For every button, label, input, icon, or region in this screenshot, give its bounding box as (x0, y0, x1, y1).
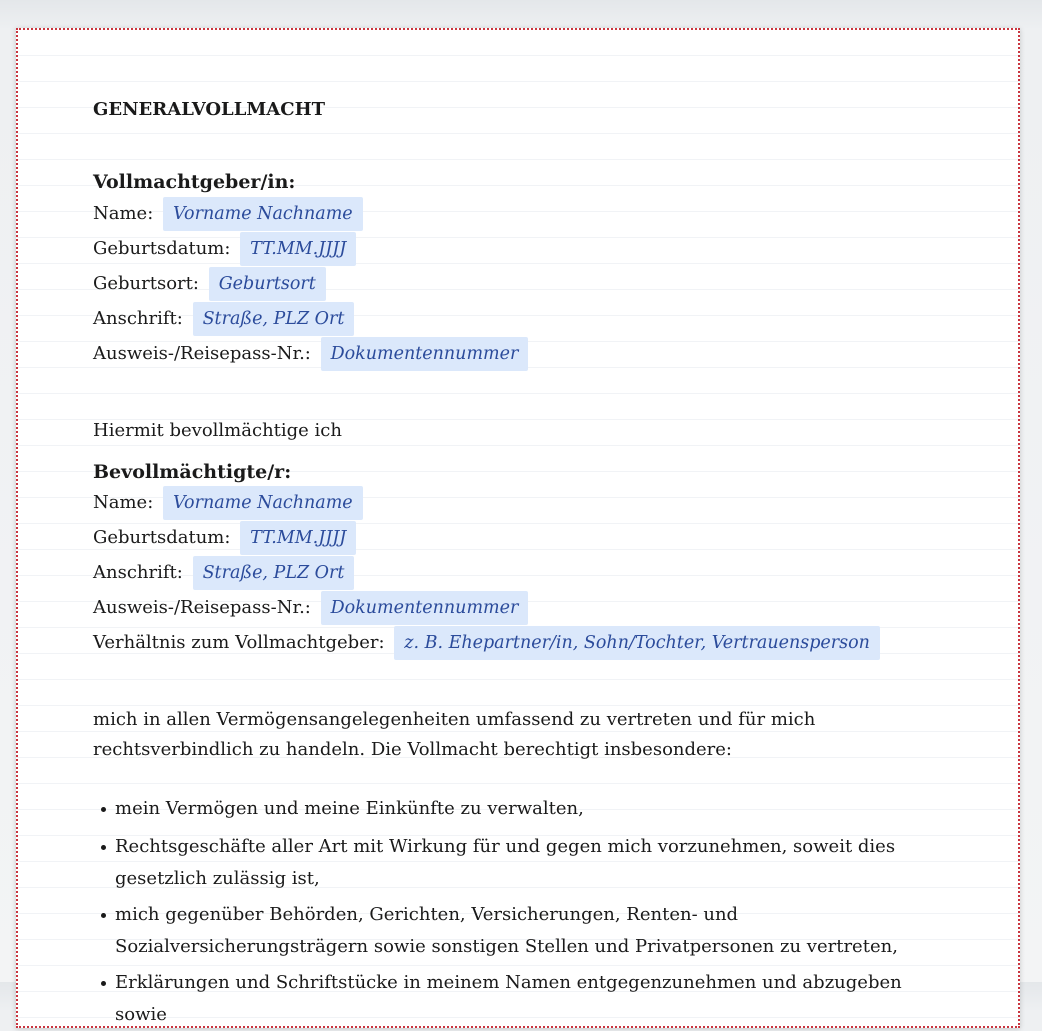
principal-birthdate-row (93, 232, 356, 266)
document-title: GENERALVOLLMACHT (93, 99, 325, 120)
principal-address-row (93, 302, 354, 336)
intro-text: Hiermit bevollmächtige ich (93, 420, 342, 441)
agent-address-field[interactable]: Straße, PLZ Ort (193, 556, 355, 590)
list-item: mich gegenüber Behörden, Gerichten, Versicherungen, Renten- und Sozialversicherungsträgern sowie sonstigen Stellen und Privatpersonen zu vertreten, (93, 899, 953, 963)
principal-birthplace-label: Geburtsort: (93, 273, 199, 294)
agent-id-field[interactable]: Dokumentennummer (321, 591, 529, 625)
principal-id-row (93, 337, 528, 371)
agent-birthdate-label: Geburtsdatum: (93, 527, 231, 548)
agent-name-row (93, 486, 363, 520)
list-item: Erklärungen und Schriftstücke in meinem Namen entgegenzunehmen und abzugeben sowie (93, 967, 953, 1031)
principal-name-field[interactable]: Vorname Nachname (163, 197, 363, 231)
scope-paragraph: mich in allen Vermögensangelegenheiten umfassend zu vertreten und für mich rechtsverbindlich zu handeln. Die Vollmacht berechtigt insbesondere: (93, 709, 816, 760)
agent-relation-label: Verhältnis zum Vollmachtgeber: (93, 632, 385, 653)
agent-birthdate-field[interactable]: TT.MM.JJJJ (240, 521, 356, 555)
list-item: mein Vermögen und meine Einkünfte zu verwalten, (93, 793, 953, 825)
agent-address-label: Anschrift: (93, 562, 183, 583)
principal-birthplace-row (93, 267, 326, 301)
principal-heading: Vollmachtgeber/in: (93, 171, 296, 193)
agent-id-label: Ausweis-/Reisepass-Nr.: (93, 597, 311, 618)
principal-name-row (93, 197, 363, 231)
agent-name-label: Name: (93, 492, 154, 513)
list-item: Rechtsgeschäfte aller Art mit Wirkung für und gegen mich vorzunehmen, soweit dies gesetzlich zulässig ist, (93, 831, 953, 895)
principal-birthdate-field[interactable]: TT.MM.JJJJ (240, 232, 356, 266)
agent-address-row (93, 556, 354, 590)
document-page (16, 28, 1020, 1028)
agent-heading: Bevollmächtigte/r: (93, 461, 292, 483)
agent-relation-field[interactable]: z. B. Ehepartner/in, Sohn/Tochter, Vertrauensperson (394, 626, 880, 660)
agent-id-row (93, 591, 528, 625)
principal-address-label: Anschrift: (93, 308, 183, 329)
principal-address-field[interactable]: Straße, PLZ Ort (193, 302, 355, 336)
principal-name-label: Name: (93, 203, 154, 224)
agent-relation-row (93, 626, 880, 660)
agent-name-field[interactable]: Vorname Nachname (163, 486, 363, 520)
agent-birthdate-row (93, 521, 356, 555)
principal-birthplace-field[interactable]: Geburtsort (209, 267, 326, 301)
principal-birthdate-label: Geburtsdatum: (93, 238, 231, 259)
principal-id-field[interactable]: Dokumentennummer (321, 337, 529, 371)
principal-id-label: Ausweis-/Reisepass-Nr.: (93, 343, 311, 364)
